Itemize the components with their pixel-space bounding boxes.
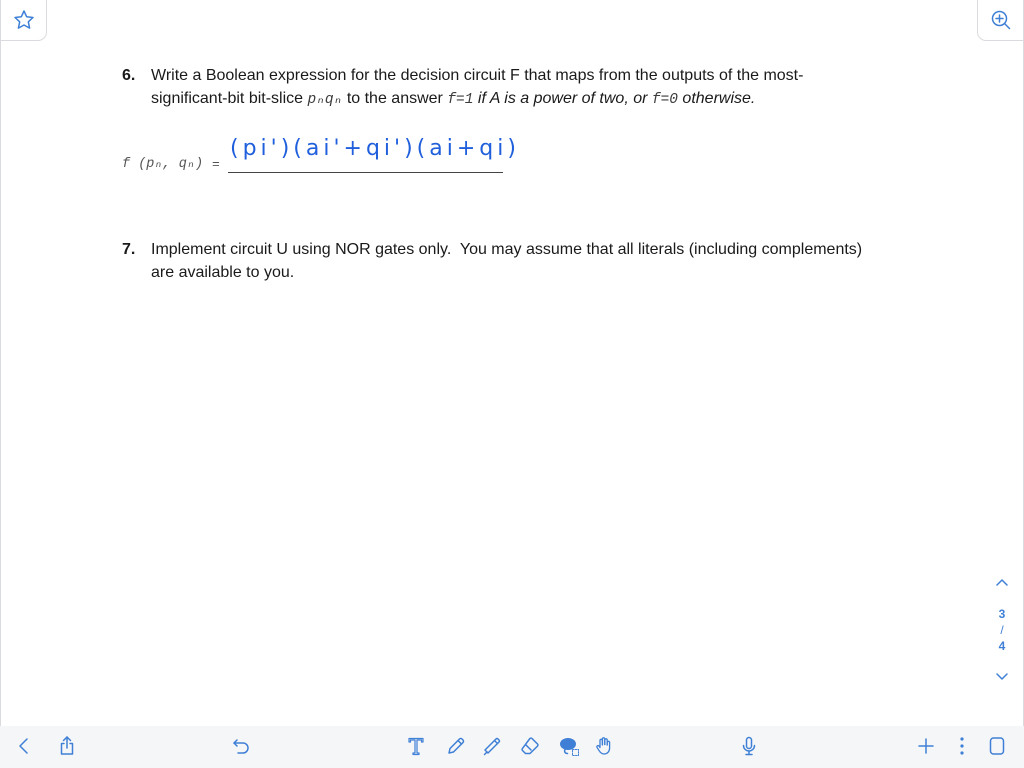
f-true-expression: f=1 (447, 92, 474, 108)
share-icon (55, 734, 79, 758)
question-6-text-b: to the answer (342, 90, 448, 107)
lasso-tool-button[interactable] (553, 730, 585, 762)
plus-icon (914, 734, 938, 758)
back-button[interactable] (8, 730, 40, 762)
more-options-button[interactable] (946, 730, 978, 762)
question-6-text-a: significant-bit bit-slice (151, 90, 308, 107)
share-button[interactable] (51, 730, 83, 762)
answer-equals-sign: = (212, 157, 220, 172)
pen-icon (444, 734, 468, 758)
previous-page-button[interactable] (994, 576, 1010, 588)
current-page-number: 3 (998, 607, 1006, 621)
f-false-expression: f=0 (651, 92, 678, 108)
page-separator: / (1000, 623, 1004, 637)
total-pages-number: 4 (998, 639, 1006, 653)
highlighter-tool-button[interactable] (476, 730, 508, 762)
question-6-text (151, 64, 803, 112)
zoom-in-icon (989, 8, 1013, 32)
pages-button[interactable] (981, 730, 1013, 762)
hand-gesture-button[interactable] (588, 730, 620, 762)
answer-underline (228, 172, 503, 173)
microphone-button[interactable] (733, 730, 765, 762)
zoom-button[interactable] (977, 0, 1023, 41)
question-6-tail: otherwise. (677, 90, 756, 107)
next-page-button[interactable] (994, 671, 1010, 683)
bottom-toolbar (0, 726, 1024, 768)
pen-tool-button[interactable] (440, 730, 472, 762)
add-button[interactable] (910, 730, 942, 762)
bit-slice-variables: pₙqₙ (307, 92, 343, 108)
question-6-number: 6. (122, 67, 136, 84)
question-6-condition: if A is a power of two, or (473, 90, 652, 107)
question-7-text (151, 238, 862, 284)
chevron-up-icon (994, 576, 1010, 588)
eraser-icon (518, 734, 542, 758)
question-6-line-1: Write a Boolean expression for the decision circuit F that maps from the outputs of the most- (151, 67, 804, 84)
question-6-line-2 (151, 87, 803, 112)
pages-icon (985, 734, 1009, 758)
question-7-line-2: are available to you. (151, 264, 295, 281)
eraser-tool-button[interactable] (514, 730, 546, 762)
lasso-icon (557, 734, 581, 758)
more-vertical-icon (950, 734, 974, 758)
highlighter-icon (480, 734, 504, 758)
question-7-line-1: Implement circuit U using NOR gates only. You may assume that all literals (including complements) (151, 241, 863, 258)
star-icon (12, 8, 36, 32)
chevron-down-icon (994, 671, 1010, 683)
undo-button[interactable] (225, 730, 257, 762)
answer-function-label: f (pₙ, qₙ) (122, 157, 204, 172)
text-tool-icon (404, 734, 428, 758)
text-tool-button[interactable] (400, 730, 432, 762)
handwritten-answer[interactable]: (pi')(ai'+qi')(ai+qi) (230, 136, 520, 161)
back-icon (12, 734, 36, 758)
favorite-button[interactable] (1, 0, 47, 41)
undo-icon (229, 734, 253, 758)
question-7-number: 7. (122, 241, 136, 258)
hand-gesture-icon (592, 734, 616, 758)
microphone-icon (737, 734, 761, 758)
